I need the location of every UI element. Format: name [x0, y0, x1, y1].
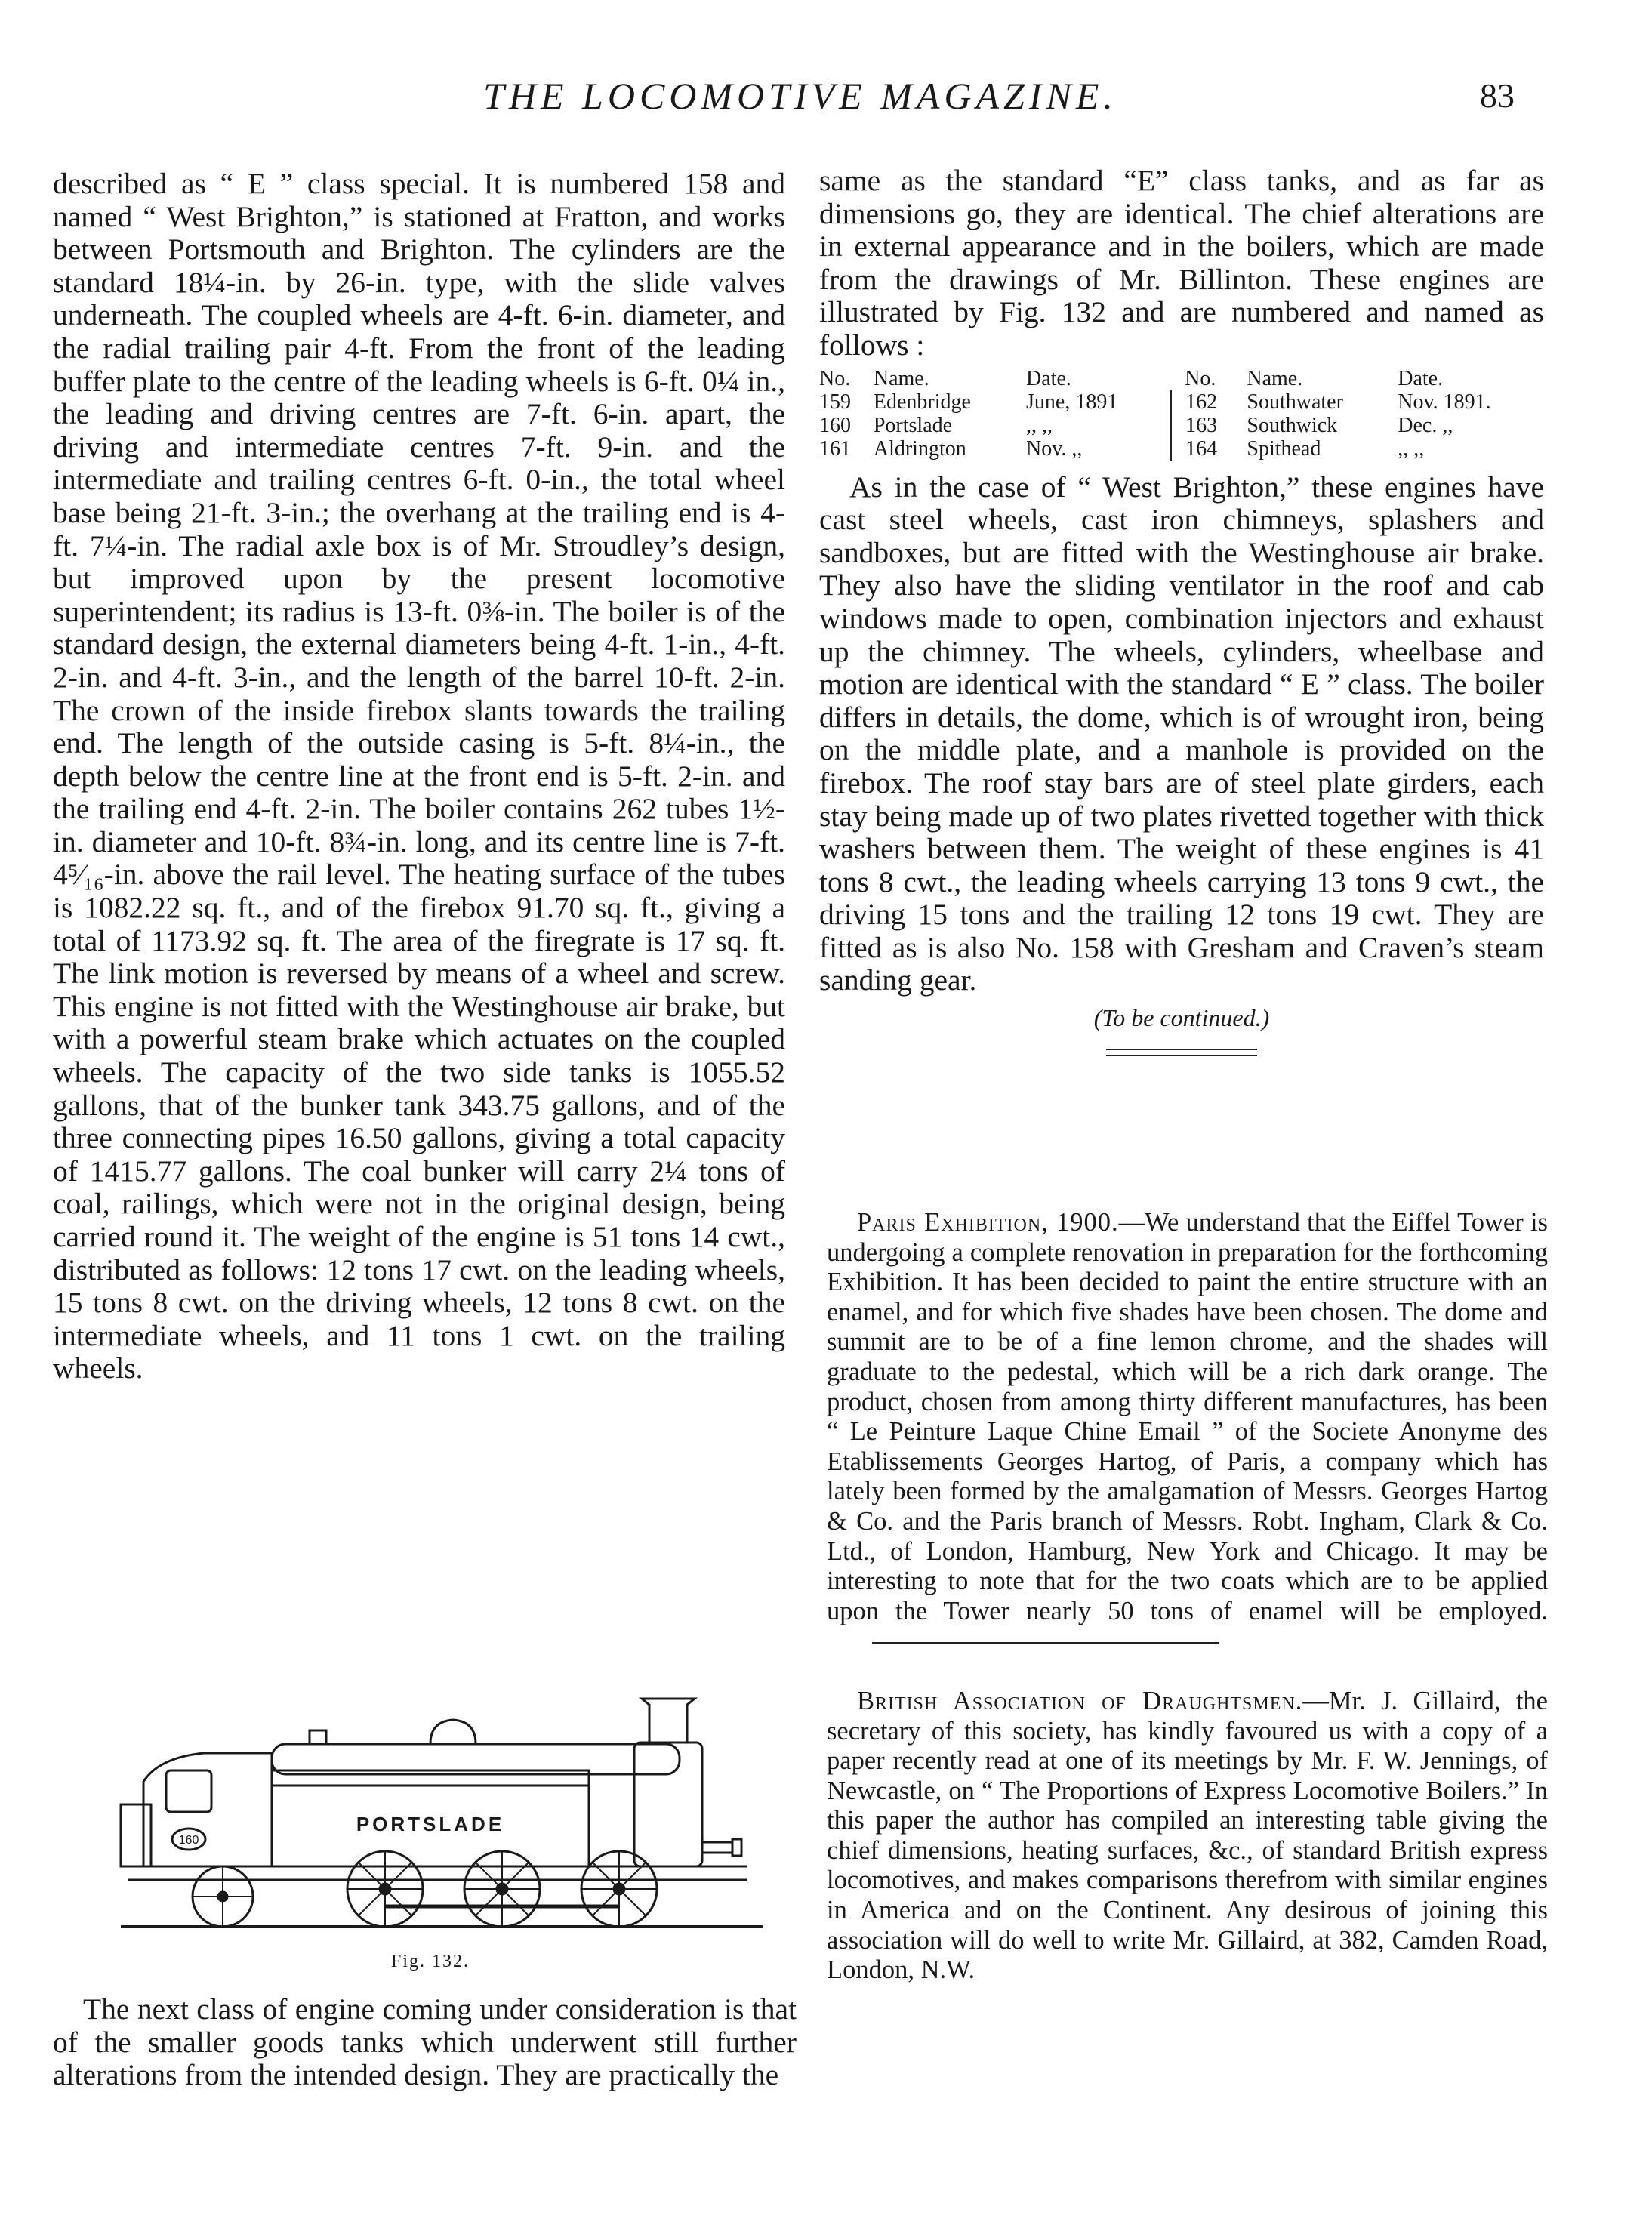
- section-divider: [1106, 1049, 1257, 1056]
- paragraph-west-brighton: described as “ E ” class special. It is numbered 158 and named “ West Brighton,” is stationed at Fratton, and works between Portsmouth and Brighton. The cylinders are the standard 18¼-in. by 26-in. type, with the slide valves underneath. The coupled wheels are 4-ft. 6-in. diameter, and the radial trailing pair 4-ft. From the front of the leading buffer plate to the centre of the leading wheels is 6-ft. 0¼ in., the leading and driving centres are 7-ft. 6-in. apart, the driving and intermediate centres 7-ft. 9-in. and the intermediate and trailing centres 6-ft. 0-in., the total wheel base being 21-ft. 3-in.; the overhang at the trailing end is 4-ft. 7¼-in. The radial axle box is of Mr. Stroudley’s design, but improved upon by the present locomotive superintendent; its radius is 13-ft. 0⅜-in. The boiler is of the standard design, the external diameters being 4-ft. 1-in., 4-ft. 2-in. and 4-ft. 3-in., and the length of the barrel 10-ft. 2-in. The crown of the inside firebox slants towards the trailing end. The length of the outside casing is 5-ft. 8¼-in., the depth below the centre line at the front end is 5-ft. 2-in. and the trailing end 4-ft. 2-in. The boiler contains 262 tubes 1½-in. diameter and 10-ft. 8¾-in. long, and its centre line is 7-ft. 4⁵⁄₁₆-in. above the rail level. The heating surface of the tubes is 1082.22 sq. ft., and of the firebox 91.70 sq. ft., giving a total of 1173.92 sq. ft. The area of the firegrate is 17 sq. ft. The link motion is reversed by means of a wheel and screw. This engine is not fitted with the Westinghouse air brake, but with a powerful steam brake which actuates on the coupled wheels. The capacity of the two side tanks is 1055.52 gallons, that of the bunker tank 343.75 gallons, and of the three connecting pipes 16.50 gallons, giving a total capacity of 1415.77 gallons. The coal bunker will carry 2¼ tons of coal, railings, which were not in the original design, being carried round it. The weight of the engine is 51 tons 14 cwt., distributed as follows: 12 tons 17 cwt. on the leading wheels, 15 tons 8 cwt. on the driving wheels, 12 tons 8 cwt. on the intermediate wheels, and 11 tons 1 cwt. on the trailing wheels.: [53, 167, 785, 1385]
- table-cell: Aldrington: [873, 436, 966, 461]
- table-header-row: [819, 367, 1544, 390]
- table-cell: June, 1891: [1026, 390, 1118, 414]
- to-be-continued-note: (To be continued.): [1093, 1004, 1270, 1032]
- number-plate-text: 160: [178, 1834, 199, 1847]
- table-header-cell: Date.: [1026, 366, 1071, 390]
- table-cell: 161: [819, 436, 851, 461]
- table-cell: Nov. 1891.: [1398, 390, 1491, 414]
- table-header-cell: Name.: [873, 366, 929, 390]
- locomotive-illustration: [113, 1691, 770, 1940]
- section-divider: [872, 1642, 1219, 1644]
- table-row: [819, 414, 1544, 437]
- table-cell: 163: [1171, 414, 1247, 437]
- page-header-title: THE LOCOMOTIVE MAGAZINE.: [483, 75, 1117, 117]
- tank-engine-drawing: [113, 1691, 770, 1940]
- right-column-upper: [819, 165, 1544, 1056]
- tank-name-text: PORTSLADE: [356, 1813, 505, 1835]
- paragraph-goods-tanks: The next class of engine coming under consideration is that of the smaller goods tanks which underwent still further alterations from the intended design. They are practically the: [53, 1992, 797, 2092]
- table-cell: 164: [1171, 437, 1247, 461]
- table-cell: ,, ,,: [1026, 413, 1053, 437]
- draughtsmen-heading: British Association of Draughtsmen.: [857, 1686, 1303, 1715]
- table-cell: 159: [819, 390, 851, 414]
- table-cell: Edenbridge: [873, 390, 971, 414]
- left-column-lower: [53, 1993, 797, 2092]
- table-header-cell: Date.: [1398, 366, 1444, 390]
- table-cell: Nov. ,,: [1026, 436, 1083, 461]
- right-column-lower: [827, 1208, 1548, 1986]
- paris-exhibition-heading: Paris Exhibition, 1900.: [857, 1208, 1119, 1237]
- table-row: [819, 390, 1544, 414]
- table-row: [819, 437, 1544, 461]
- paragraph-draughtsmen: [827, 1687, 1548, 1986]
- table-cell: 162: [1171, 390, 1247, 414]
- table-header-cell: No.: [819, 366, 851, 390]
- paragraph-cast-steel-wheels: As in the case of “ West Brighton,” these engines have cast steel wheels, cast iron chimneys, splashers and sandboxes, but are fitted with the Westinghouse air brake. They also have the sliding ventilator in the roof and cab windows made to open, combination injectors and exhaust up the chimney. The wheels, cylinders, wheelbase and motion are identical with the standard “ E ” class. The boiler differs in details, the dome, which is of wrought iron, being on the middle plate, and a manhole is provided on the firebox. The roof stay bars are of steel plate girders, each stay being made up of two plates rivetted together with thick washers between them. The weight of these engines is 41 tons 8 cwt., the leading wheels carrying 13 tons 9 cwt., the driving 15 tons and the trailing 12 tons 19 cwt. They are fitted as is also No. 158 with Gresham and Craven’s steam sanding gear.: [819, 470, 1544, 997]
- paragraph-standard-e-class: same as the standard “E” class tanks, and as far as dimensions go, they are identical. The chief alterations are in external appearance and in the boilers, which are made from the drawings of Mr. Billinton. These engines are illustrated by Fig. 132 and are numbered and named as follows :: [819, 164, 1544, 362]
- table-cell: Southwick: [1247, 413, 1338, 437]
- table-cell: 160: [819, 413, 851, 437]
- table-cell: Spithead: [1247, 436, 1321, 461]
- table-cell: ,, ,,: [1398, 436, 1425, 461]
- draughtsmen-body: —Mr. J. Gillaird, the secretary of this society, has kindly favoured us with a copy of a paper recently read at one of its meetings by Mr. F. W. Jennings, of Newcastle, on “ The Proportions of Express Locomotive Boilers.” In this paper the author has compiled an interesting table giving the chief dimensions, heating surfaces, &c., of standard British express locomotives, and makes comparisons therefrom with similar engines in America and on the Continent. Any desirous of joining this association will do well to write Mr. Gillaird, at 382, Camden Road, London, N.W.: [827, 1686, 1548, 1985]
- table-header-cell: No.: [1185, 366, 1216, 390]
- table-header-cell: Name.: [1247, 366, 1303, 390]
- figure-caption: Fig. 132.: [390, 1952, 470, 1971]
- paragraph-paris-exhibition: [827, 1208, 1548, 1656]
- left-column-upper: [53, 168, 785, 1385]
- table-cell: Portslade: [873, 413, 953, 437]
- paris-exhibition-body: —We understand that the Eiffel Tower is undergoing a complete renovation in preparation for the forthcoming Exhibition. It has been decided to paint the entire structure with an enamel, and for which five shades have been chosen. The dome and summit are to be of a fine lemon chrome, and the shades will graduate to the pedestal, which will be a rich dark orange. The product, chosen from among thirty different manufactures, has been “ Le Peinture Laque Chine Email ” of the Societe Anonyme des Etablissements Georges Hartog, of Paris, a company which has lately been formed by the amalgamation of Messrs. Georges Hartog & Co. and the Paris branch of Messrs. Robt. Ingham, Clark & Co. Ltd., of London, Hamburg, New York and Chicago. It may be interesting to note that for the two coats which are to be applied upon the Tower nearly 50 tons of enamel will be employed.: [827, 1208, 1548, 1625]
- table-cell: Dec. ,,: [1398, 413, 1453, 437]
- page-number: 83: [1480, 76, 1515, 115]
- engine-names-table: [819, 367, 1544, 461]
- table-cell: Southwater: [1247, 390, 1343, 414]
